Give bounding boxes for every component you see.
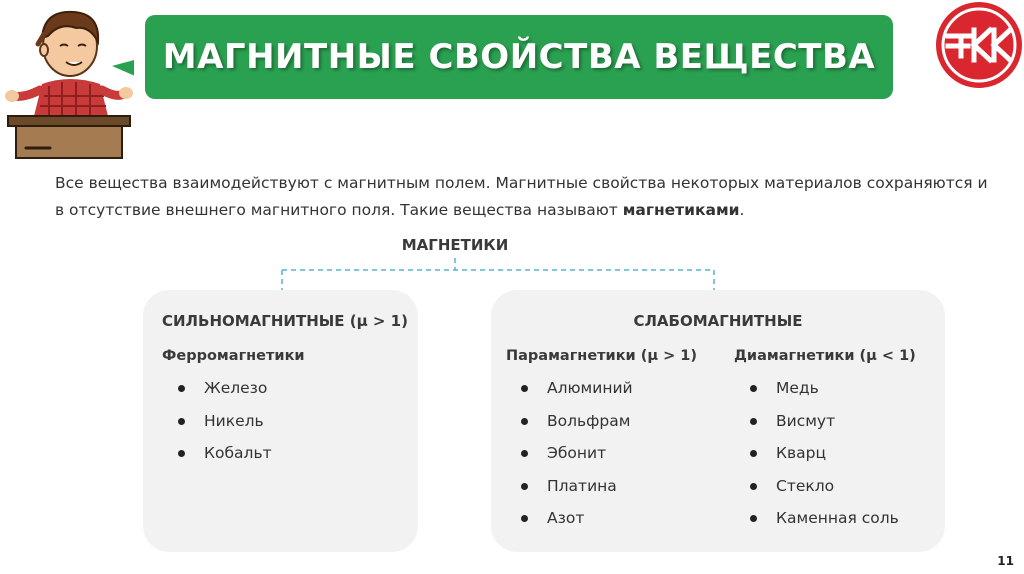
card-title-weak: СЛАБОМАГНИТНЫЕ bbox=[633, 312, 803, 330]
list-item: Эбонит bbox=[519, 437, 633, 470]
list-item: Азот bbox=[519, 502, 633, 535]
intro-paragraph bbox=[55, 170, 995, 224]
intro-text: Все вещества взаимодействуют с магнитным полем. Магнитные свойства некоторых материалов сохраняются и в отсутствие внешнего магнитного поля. Такие вещества называют bbox=[55, 174, 988, 219]
card-weak-magnetic bbox=[491, 290, 945, 552]
page-title: МАГНИТНЫЕ СВОЙСТВА ВЕЩЕСТВА bbox=[162, 37, 876, 77]
company-logo-icon bbox=[934, 0, 1024, 90]
title-banner bbox=[145, 15, 893, 99]
page-number: 11 bbox=[997, 554, 1014, 568]
list-ferro bbox=[176, 372, 272, 470]
group-title-para: Парамагнетики (μ > 1) bbox=[506, 348, 698, 364]
mascot-illustration bbox=[4, 4, 134, 159]
list-item: Кварц bbox=[748, 437, 899, 470]
group-title-dia: Диамагнетики (μ < 1) bbox=[734, 348, 916, 364]
list-item: Висмут bbox=[748, 405, 899, 438]
diagram-root-label: МАГНЕТИКИ bbox=[401, 236, 509, 254]
list-item: Алюминий bbox=[519, 372, 633, 405]
list-item: Вольфрам bbox=[519, 405, 633, 438]
list-item: Железо bbox=[176, 372, 272, 405]
intro-bold-term: магнетиками bbox=[622, 201, 740, 219]
list-item: Кобальт bbox=[176, 437, 272, 470]
list-item: Медь bbox=[748, 372, 899, 405]
intro-text-end: . bbox=[739, 201, 745, 219]
list-dia bbox=[748, 372, 899, 535]
list-item: Каменная соль bbox=[748, 502, 899, 535]
list-item: Платина bbox=[519, 470, 633, 503]
list-item: Стекло bbox=[748, 470, 899, 503]
card-title-strong: СИЛЬНОМАГНИТНЫЕ (μ > 1) bbox=[162, 312, 408, 330]
card-strong-magnetic bbox=[143, 290, 418, 552]
list-para bbox=[519, 372, 633, 535]
group-title-ferro: Ферромагнетики bbox=[162, 348, 305, 364]
list-item: Никель bbox=[176, 405, 272, 438]
